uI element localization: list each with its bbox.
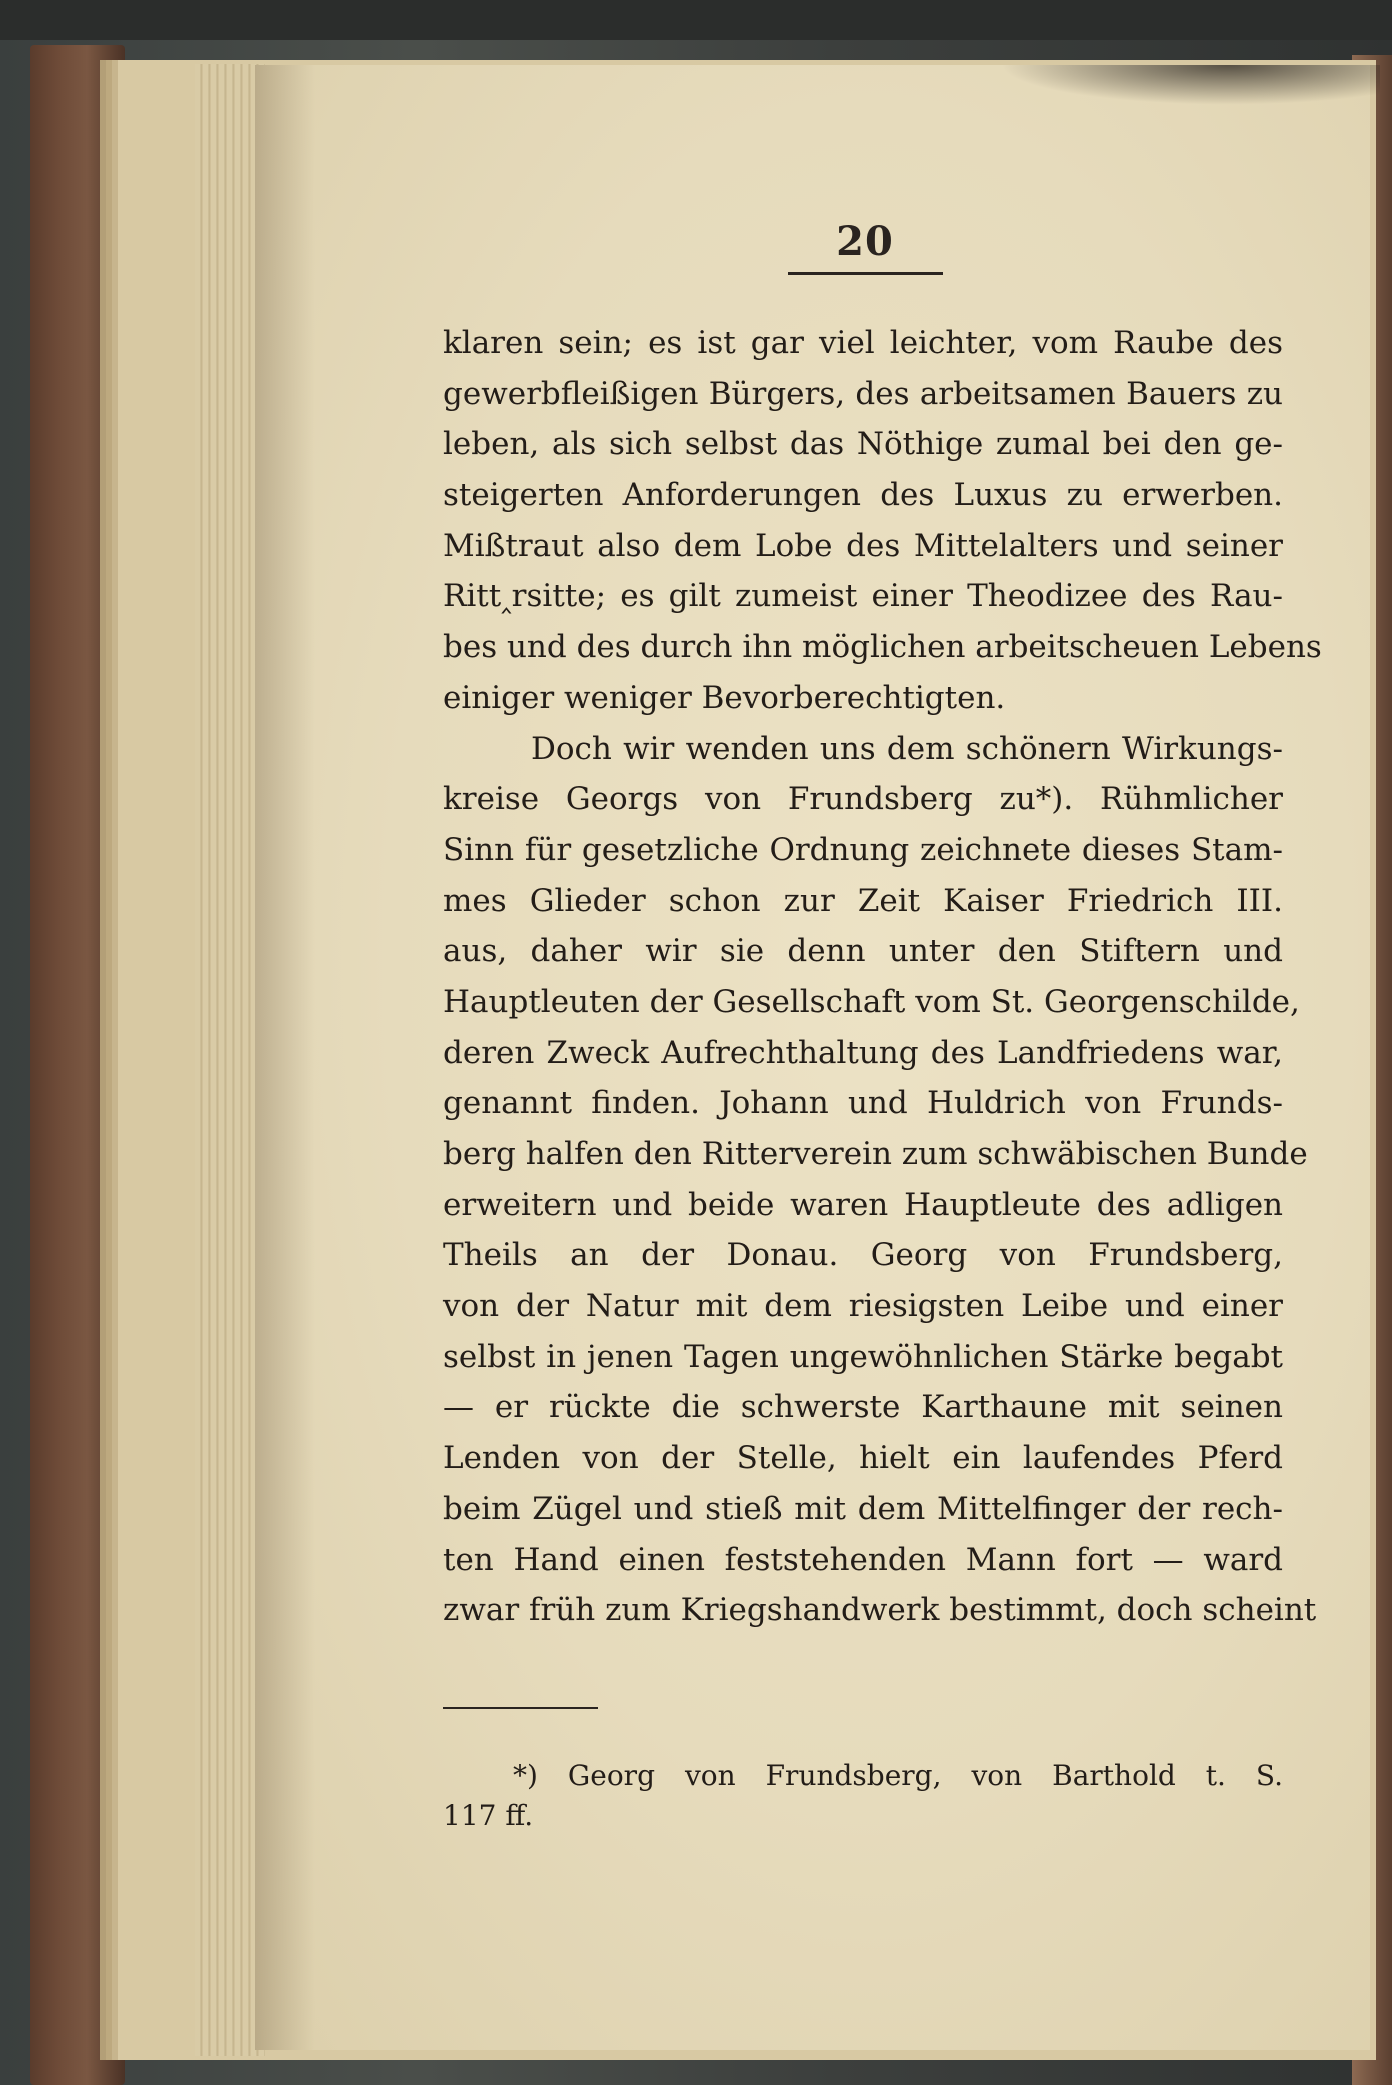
text-line: Ritt‸rsitte; es gilt zumeist einer Theodizee des Rau- — [443, 578, 1283, 615]
text-line: Hauptleuten der Gesellschaft vom St. Georgenschilde, — [443, 983, 1300, 1020]
footnote-rule — [443, 1707, 598, 1709]
text-line: genannt finden. Johann und Huldrich von Frunds- — [443, 1085, 1283, 1122]
text-line: Sinn für gesetzliche Ordnung zeichnete dieses Stam- — [443, 831, 1283, 868]
text-line: leben, als sich selbst das Nöthige zumal bei den ge- — [443, 426, 1283, 463]
text-line: gewerbfleißigen Bürgers, des arbeitsamen Bauers zu — [443, 375, 1283, 412]
text-line: Theils an der Donau. Georg von Frundsberg, — [443, 1237, 1283, 1274]
page-number: 20 — [836, 218, 894, 265]
text-line: einiger weniger Bevorberechtigten. — [443, 679, 1006, 716]
text-line: Mißtraut also dem Lobe des Mittelalters und seiner — [443, 527, 1283, 564]
footnote — [443, 1756, 1283, 1836]
text-line: steigerten Anforderungen des Luxus zu erwerben. — [443, 477, 1283, 514]
text-line: von der Natur mit dem riesigsten Leibe und einer — [443, 1288, 1283, 1325]
text-line: — er rückte die schwerste Karthaune mit seinen — [443, 1389, 1283, 1426]
text-line: erweitern und beide waren Hauptleute des adligen — [443, 1186, 1283, 1223]
text-line: selbst in jenen Tagen ungewöhnlichen Stärke begabt — [443, 1338, 1283, 1375]
text-line: aus, daher wir sie denn unter den Stiftern und — [443, 933, 1283, 970]
body-text — [443, 318, 1322, 1636]
text-line: mes Glieder schon zur Zeit Kaiser Friedrich III. — [443, 882, 1283, 919]
thumb-shadow — [1000, 65, 1380, 105]
text-line: Doch wir wenden uns dem schönern Wirkungs- — [531, 730, 1283, 767]
text-line: ten Hand einen feststehenden Mann fort — ward — [443, 1541, 1283, 1578]
text-line: klaren sein; es ist gar viel leichter, vom Raube des — [443, 325, 1283, 361]
footnote-line: *) Georg von Frundsberg, von Barthold t. S. — [513, 1759, 1283, 1792]
text-line: bes und des durch ihn möglichen arbeitscheuen Lebens — [443, 629, 1322, 666]
text-line: zwar früh zum Kriegshandwerk bestimmt, doch scheint — [443, 1592, 1317, 1629]
text-line: deren Zweck Aufrechthaltung des Landfriedens war, — [443, 1034, 1283, 1071]
text-line: kreise Georgs von Frundsberg zu*). Rühmlicher — [443, 781, 1283, 818]
text-line: Lenden von der Stelle, hielt ein laufendes Pferd — [443, 1440, 1283, 1477]
page-number-rule — [788, 272, 943, 275]
footnote-line: 117 ff. — [443, 1799, 534, 1832]
text-line: beim Zügel und stieß mit dem Mittelfinger der rech- — [443, 1490, 1283, 1527]
gutter-shadow — [255, 65, 315, 2050]
text-line: berg halfen den Ritterverein zum schwäbischen Bunde — [443, 1136, 1308, 1172]
cover-leather-spine — [30, 45, 125, 2085]
